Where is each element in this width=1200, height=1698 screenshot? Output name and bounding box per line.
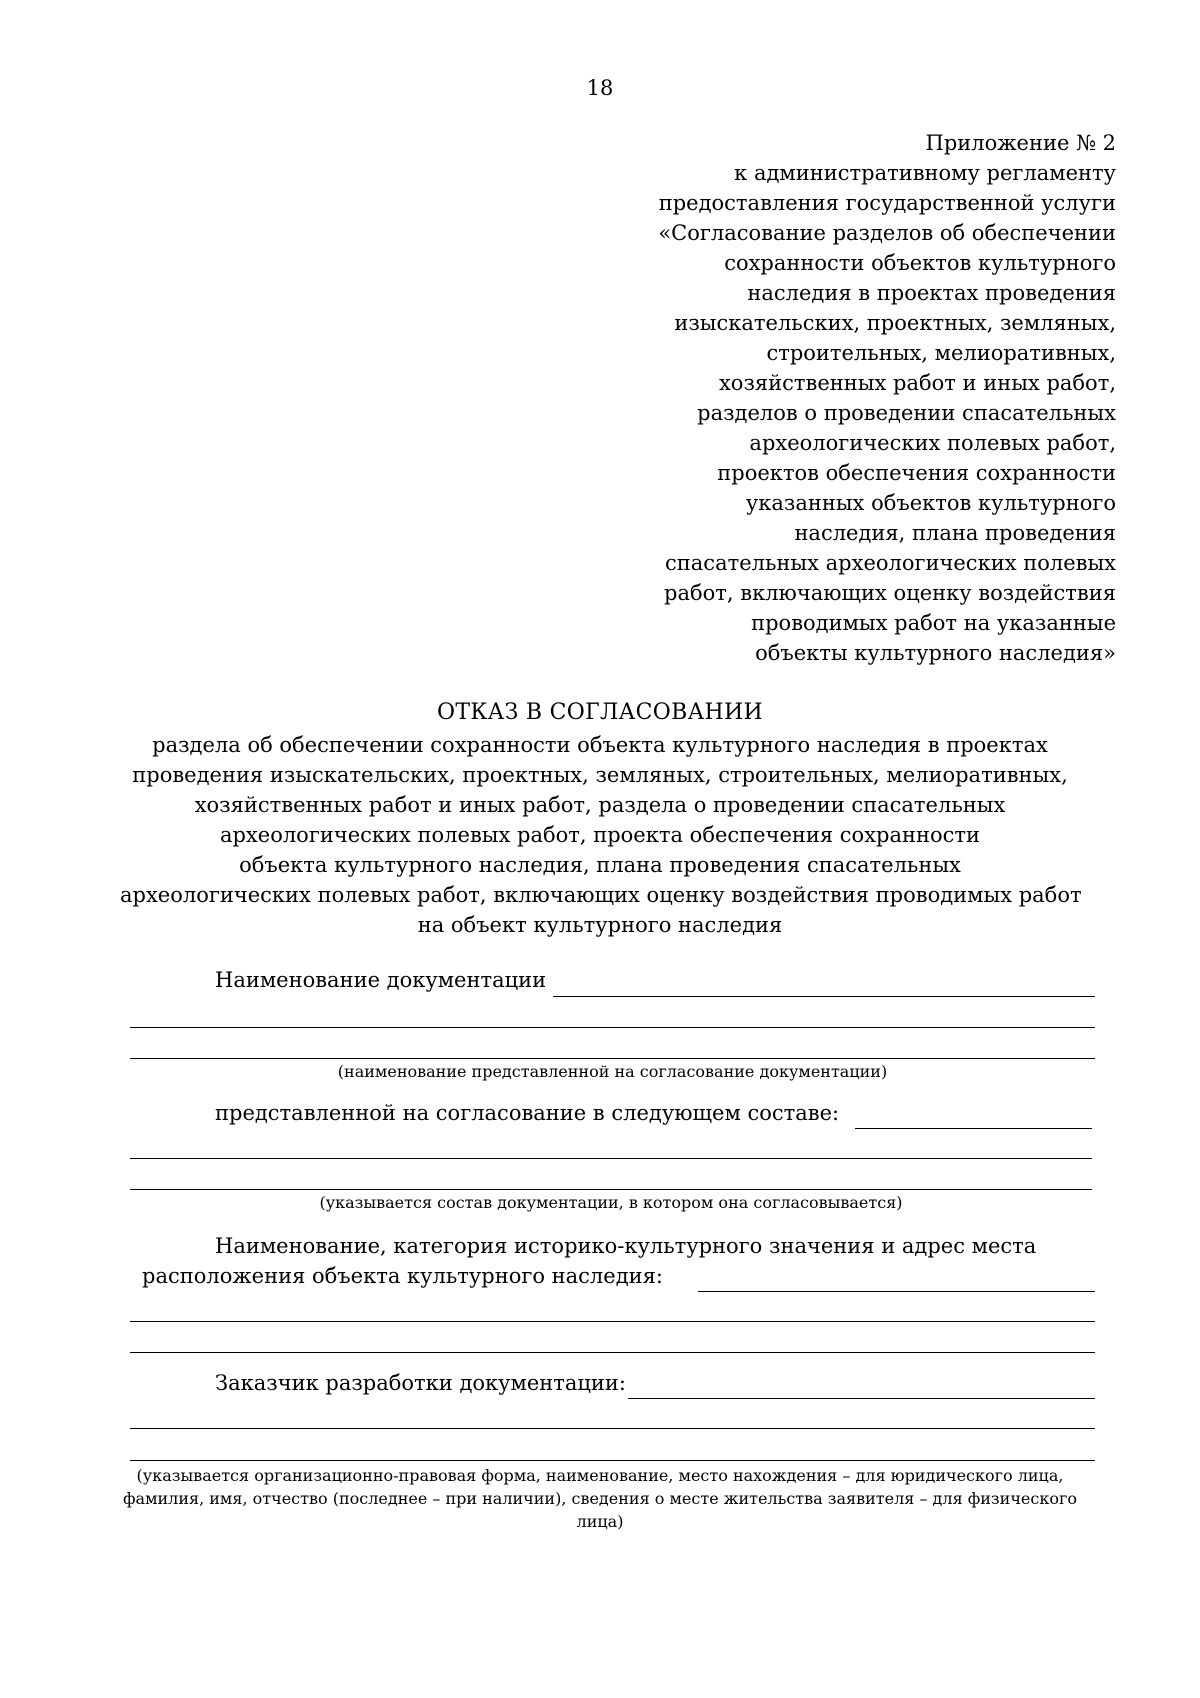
subtitle-line: на объект культурного наследия bbox=[417, 913, 783, 937]
composition-field-line-3[interactable] bbox=[130, 1189, 1092, 1190]
object-label-line-2: расположения объекта культурного наследия: bbox=[142, 1264, 663, 1288]
appendix-line: наследия, плана проведения bbox=[794, 521, 1116, 545]
appendix-line: наследия в проектах проведения bbox=[747, 281, 1116, 305]
appendix-line: разделов о проведении спасательных bbox=[697, 401, 1116, 425]
doc-name-field-line-3[interactable] bbox=[130, 1058, 1095, 1059]
composition-field[interactable] bbox=[855, 1128, 1092, 1129]
subtitle-line: проведения изыскательских, проектных, земляных, строительных, мелиоративных, bbox=[132, 763, 1068, 787]
appendix-line: указанных объектов культурного bbox=[745, 491, 1116, 515]
subtitle-line: археологических полевых работ, проекта обеспечения сохранности bbox=[219, 823, 981, 847]
customer-field-line-3[interactable] bbox=[130, 1460, 1095, 1461]
customer-label: Заказчик разработки документации: bbox=[215, 1371, 626, 1395]
appendix-line: работ, включающих оценку воздействия bbox=[664, 581, 1116, 605]
appendix-line: сохранности объектов культурного bbox=[724, 251, 1116, 275]
appendix-line: предоставления государственной услуги bbox=[658, 191, 1116, 215]
object-field[interactable] bbox=[698, 1291, 1095, 1292]
customer-field-line-2[interactable] bbox=[130, 1428, 1095, 1429]
document-subtitle bbox=[120, 730, 1080, 940]
appendix-line: к административному регламенту bbox=[734, 161, 1116, 185]
subtitle-line: хозяйственных работ и иных работ, раздела о проведении спасательных bbox=[194, 793, 1006, 817]
object-field-line-2[interactable] bbox=[130, 1321, 1095, 1322]
document-title: ОТКАЗ В СОГЛАСОВАНИИ bbox=[437, 700, 763, 725]
appendix-header bbox=[556, 128, 1116, 668]
subtitle-line: археологических полевых работ, включающих оценку воздействия проводимых работ bbox=[120, 883, 1082, 907]
appendix-line: строительных, мелиоративных, bbox=[766, 341, 1116, 365]
customer-caption-line-2: фамилия, имя, отчество (последнее – при наличии), сведения о месте жительства заявителя – для физического bbox=[123, 1489, 1077, 1508]
page-number: 18 bbox=[586, 76, 614, 100]
appendix-line: археологических полевых работ, bbox=[749, 431, 1116, 455]
appendix-line: объекты культурного наследия» bbox=[755, 641, 1116, 665]
appendix-line: изыскательских, проектных, земляных, bbox=[674, 311, 1116, 335]
appendix-line: спасательных археологических полевых bbox=[665, 551, 1116, 575]
appendix-line: Приложение № 2 bbox=[925, 131, 1116, 155]
composition-label: представленной на согласование в следующем составе: bbox=[215, 1101, 840, 1125]
appendix-line: проектов обеспечения сохранности bbox=[717, 461, 1116, 485]
object-label-line-1: Наименование, категория историко-культурного значения и адрес места bbox=[215, 1234, 1037, 1258]
customer-field[interactable] bbox=[628, 1398, 1095, 1399]
doc-name-caption: (наименование представленной на согласование документации) bbox=[337, 1062, 888, 1081]
composition-field-line-2[interactable] bbox=[130, 1158, 1092, 1159]
doc-name-field[interactable] bbox=[553, 996, 1095, 997]
subtitle-line: объекта культурного наследия, плана проведения спасательных bbox=[239, 853, 961, 877]
appendix-line: проводимых работ на указанные bbox=[751, 611, 1116, 635]
doc-name-label: Наименование документации bbox=[215, 968, 547, 992]
customer-caption-line-3: лица) bbox=[576, 1512, 624, 1531]
appendix-line: хозяйственных работ и иных работ, bbox=[718, 371, 1116, 395]
object-field-line-3[interactable] bbox=[130, 1352, 1095, 1353]
customer-caption-line-1: (указывается организационно-правовая форма, наименование, место нахождения – для юридического лица, bbox=[136, 1466, 1064, 1485]
appendix-line: «Согласование разделов об обеспечении bbox=[658, 221, 1116, 245]
subtitle-line: раздела об обеспечении сохранности объекта культурного наследия в проектах bbox=[152, 733, 1048, 757]
composition-caption: (указывается состав документации, в котором она согласовывается) bbox=[319, 1193, 903, 1212]
doc-name-field-line-2[interactable] bbox=[130, 1027, 1095, 1028]
